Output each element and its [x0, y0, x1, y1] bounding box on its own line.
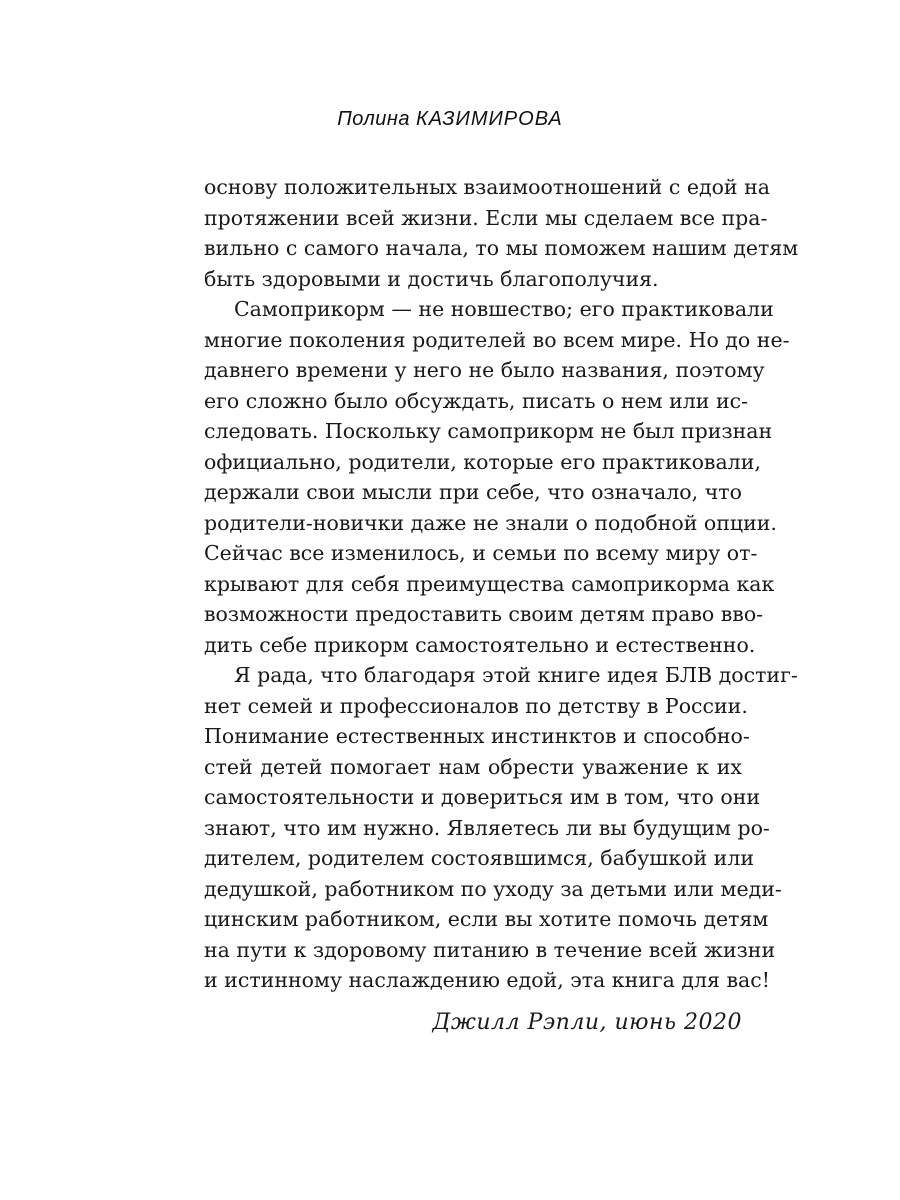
text-line: Понимание естественных инстинктов и способно- — [204, 724, 750, 748]
text-line: его сложно было обсуждать, писать о нем или ис- — [204, 388, 749, 413]
text-line: протяжении всей жизни. Если мы сделаем все пра- — [204, 205, 768, 230]
text-line: и истинному наслаждению едой, эта книга для вас! — [204, 968, 770, 992]
text-line: крывают для себя преимущества самоприкорма как — [204, 571, 775, 596]
header-author-first-name: Полина — [337, 108, 410, 130]
text-line: давнего времени у него не было названия, поэтому — [204, 358, 765, 382]
paragraph-1 — [204, 172, 799, 294]
text-line: дить себе прикорм самостоятельно и естественно. — [204, 632, 756, 657]
text-line: цинским работником, если вы хотите помочь детям — [204, 907, 769, 931]
text-line: Сейчас все изменилось, и семьи по всему миру от- — [204, 541, 758, 565]
text-line: самостоятельности и довериться им в том, что они — [204, 785, 761, 809]
text-line: основу положительных взаимоотношений с едой на — [204, 175, 770, 199]
paragraph-2 — [204, 294, 790, 660]
text-line: возможности предоставить своим детям право вво- — [204, 602, 764, 626]
text-line: стей детей помогает нам обрести уважение к их — [204, 754, 742, 779]
text-line: родители-новички даже не знали о подобной опции. — [204, 510, 777, 535]
text-line: дедушкой, работником по уходу за детьми или меди- — [204, 876, 782, 901]
text-line: Самоприкорм — не новшество; его практиковали — [234, 297, 774, 321]
text-line: вильно с самого начала, то мы поможем нашим детям — [204, 236, 799, 260]
header-author-last-name: КАЗИМИРОВА — [416, 108, 563, 130]
paragraph-3 — [204, 660, 798, 996]
text-line: быть здоровыми и достичь благополучия. — [204, 266, 659, 291]
running-header — [0, 108, 900, 131]
text-line: многие поколения родителей во всем мире. Но до не- — [204, 327, 790, 352]
text-line: официально, родители, которые его практиковали, — [204, 449, 761, 474]
text-line: на пути к здоровому питанию в течение всей жизни — [204, 937, 776, 962]
body-text — [204, 172, 799, 996]
text-line: следовать. Поскольку самоприкорм не был признан — [204, 419, 773, 443]
signature: Джилл Рэпли, июнь 2020 — [432, 1010, 742, 1035]
text-line: знают, что им нужно. Являетесь ли вы будущим ро- — [204, 815, 770, 840]
text-line: держали свои мысли при себе, что означало, что — [204, 480, 742, 504]
text-line: нет семей и профессионалов по детству в России. — [204, 693, 748, 718]
text-line: дителем, родителем состоявшимся, бабушкой или — [204, 846, 755, 870]
text-line: Я рада, что благодаря этой книге идея БЛВ достиг- — [234, 663, 798, 687]
